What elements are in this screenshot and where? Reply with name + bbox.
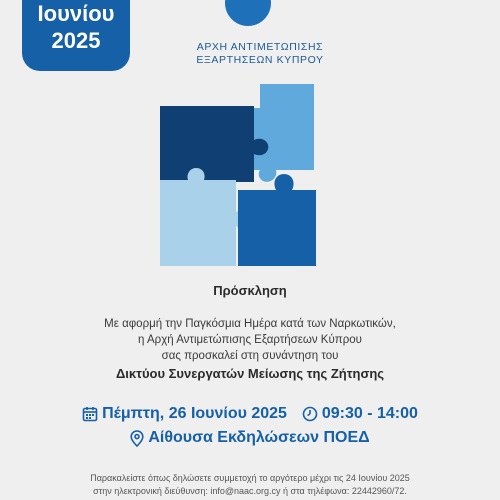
calendar-icon <box>82 406 98 422</box>
puzzle-piece-pale-blue <box>160 168 250 266</box>
event-date-time-row <box>0 405 500 427</box>
clock-icon <box>302 406 318 422</box>
puzzle-illustration <box>158 82 318 268</box>
location-pin-icon <box>130 430 144 447</box>
organization-name-line1: ΑΡΧΗ ΑΝΤΙΜΕΤΩΠΙΣΗΣ <box>196 41 324 53</box>
event-location-text: Αίθουσα Εκδηλώσεων ΠΟΕΔ <box>148 429 370 446</box>
organization-logo <box>225 0 271 26</box>
event-date <box>82 405 287 423</box>
rsvp-line2: στην ηλεκτρονική διεύθυνση: info@naac.org.cy ή στα τηλέφωνα: 22442960/72. <box>93 486 407 496</box>
invitation-body-line1: Με αφορμή την Παγκόσμια Ημέρα κατά των Ναρκωτικών, <box>104 318 396 330</box>
rsvp-line1: Παρακαλείστε όπως δηλώσετε συμμετοχή το αργότερο μέχρι τις 24 Ιουνίου 2025 <box>90 473 410 483</box>
event-location-row <box>0 429 500 452</box>
date-badge <box>22 0 130 71</box>
event-date-text: Πέμπτη, 26 Ιουνίου 2025 <box>102 405 287 422</box>
organization-name-line2: ΕΞΑΡΤΗΣΕΩΝ ΚΥΠΡΟΥ <box>196 54 324 66</box>
invitation-title: Πρόσκληση <box>213 283 287 298</box>
event-time-text: 09:30 - 14:00 <box>321 405 418 422</box>
puzzle-piece-mid-blue <box>238 174 316 266</box>
badge-month: Ιουνίου <box>37 1 115 26</box>
invitation-body-line2: η Αρχή Αντιμετώπισης Εξαρτήσεων Κύπρου <box>138 334 362 346</box>
event-time <box>302 405 418 423</box>
invitation-body-line3: σας προσκαλεί στη συνάντηση του <box>161 350 339 362</box>
badge-year: 2025 <box>51 28 101 53</box>
event-location <box>130 429 369 447</box>
network-name: Δικτύου Συνεργατών Μείωσης της Ζήτησης <box>115 366 385 381</box>
